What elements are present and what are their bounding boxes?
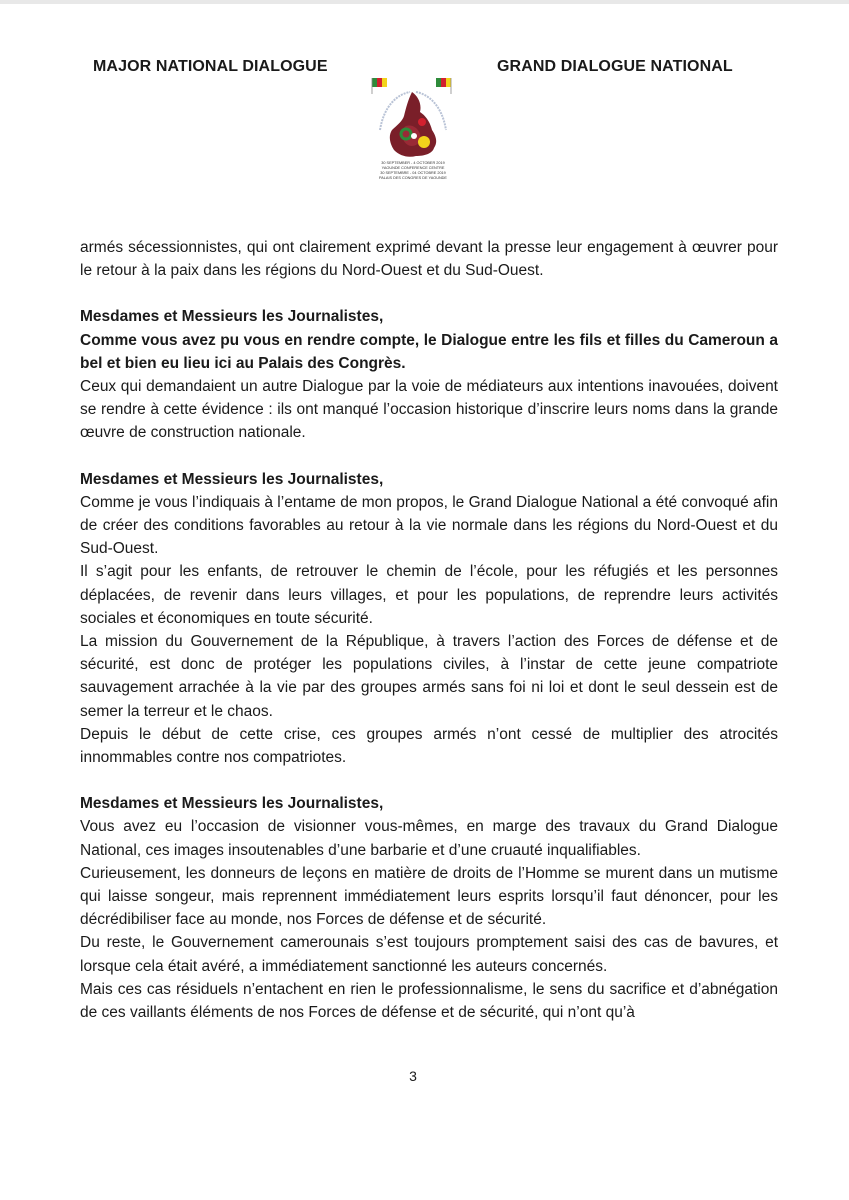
right-flag-icon <box>436 78 451 94</box>
cameroon-map-icon <box>390 92 436 157</box>
paragraph: La mission du Gouvernement de la République, à travers l’action des Forces de défense et de sécurité, est donc de protéger les populations civiles, à l’instar de cette jeune compatriote sauvagement arrachée à la vie par des groupes armés sans foi ni loi et dont le seul dessein est de semer la terreur et le chaos. <box>80 633 778 720</box>
paragraph: Comme je vous l’indiquais à l’entame de mon propos, le Grand Dialogue National a été convoqué afin de créer des conditions favorables au retour à la vie normale dans les régions du Nord-Ouest et du Sud-Ouest. <box>80 493 778 558</box>
paragraph: Vous avez eu l’occasion de visionner vous-mêmes, en marge des travaux du Grand Dialogue National, ces images insoutenables d’une barbarie et d’une cruauté inqualifiables. <box>80 818 778 859</box>
salutation: Mesdames et Messieurs les Journalistes, <box>80 470 384 488</box>
paragraph: Il s’agit pour les enfants, de retrouver le chemin de l’école, pour les réfugiés et les personnes déplacées, de revenir dans leurs villages, et pour les populations, de reprendre leurs activités sociales et économiques en toute sécurité. <box>80 563 778 627</box>
document-body <box>80 236 778 1024</box>
yellow-dot-icon <box>418 136 430 148</box>
salutation: Mesdames et Messieurs les Journalistes, <box>80 795 384 813</box>
paragraph: Curieusement, les donneurs de leçons en matière de droits de l’Homme se murent dans un mutisme qui laisse songeur, mais reprennent immédiatement leurs esprits lorsqu’il faut dénoncer, pour les décrédibiliser face au monde, nos Forces de défense et de sécurité. <box>80 864 778 929</box>
logo-venue-fr: PALAIS DES CONGRES DE YAOUNDE <box>379 176 447 180</box>
paragraph-bold: Comme vous avez pu vous en rendre compte, le Dialogue entre les fils et filles du Cameroun a bel et bien eu lieu ici au Palais des Congrès. <box>80 331 778 372</box>
red-dot-icon <box>418 118 426 126</box>
page-top-edge <box>0 0 849 4</box>
logo-date-fr: 30 SEPTEMBRE - 04 OCTOBRE 2019 <box>380 171 446 175</box>
logo-date-en: 30 SEPTEMBER - 4 OCTOBER 2019 <box>381 161 445 165</box>
header-title-english: MAJOR NATIONAL DIALOGUE <box>93 58 328 75</box>
page-number: 3 <box>409 1068 417 1084</box>
dialogue-logo <box>366 70 460 194</box>
paragraph: Ceux qui demandaient un autre Dialogue par la voie de médiateurs aux intentions inavouées, doivent se rendre à cette évidence : ils ont manqué l’occasion historique d’inscrire leurs noms dans la grande œuvre de construction nationale. <box>80 378 778 442</box>
paragraph: Mais ces cas résiduels n’entachent en rien le professionnalisme, le sens du sacrifice et d’abnégation de ces vaillants éléments de nos Forces de défense et de sécurité, qui n’ont qu’à <box>80 980 778 1022</box>
left-flag-icon <box>372 78 387 94</box>
paragraph: armés sécessionnistes, qui ont clairement exprimé devant la presse leur engagement à œuvrer pour le retour à la paix dans les régions du Nord-Ouest et du Sud-Ouest. <box>80 239 778 280</box>
salutation: Mesdames et Messieurs les Journalistes, <box>80 308 384 326</box>
logo-venue-en: YAOUNDE CONFERENCE CENTRE <box>381 166 445 170</box>
paragraph: Depuis le début de cette crise, ces groupes armés n’ont cessé de multiplier des atrocités innommables contre nos compatriotes. <box>80 725 778 767</box>
header-title-french: GRAND DIALOGUE NATIONAL <box>497 58 733 75</box>
paragraph: Du reste, le Gouvernement camerounais s’est toujours promptement saisi des cas de bavures, et lorsque cela était avéré, a immédiatement sanctionné les auteurs concernés. <box>80 934 778 975</box>
